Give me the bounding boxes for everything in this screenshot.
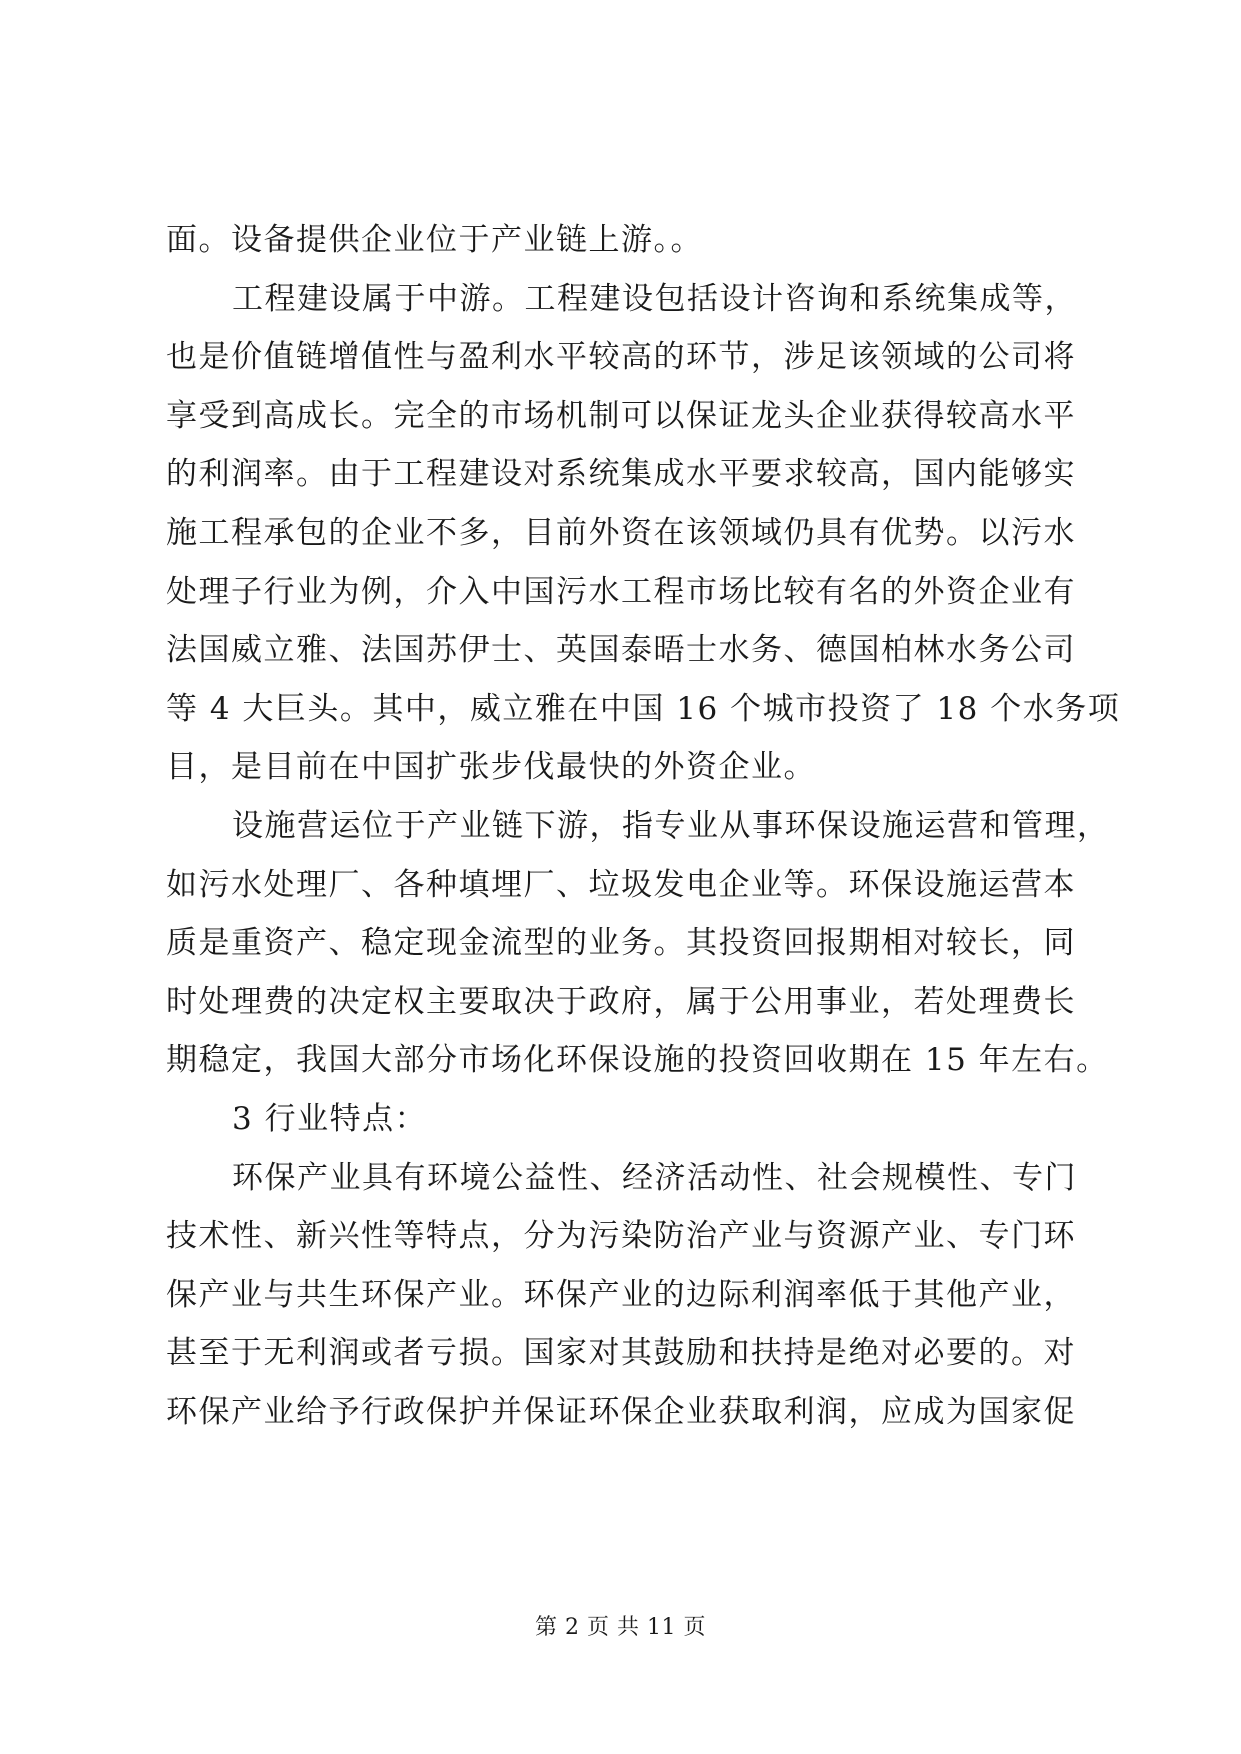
- text-line: 质是重资产、稳定现金流型的业务。其投资回报期相对较长，同: [166, 925, 1076, 962]
- text-line: 等 4 大巨头。其中，威立雅在中国 16 个城市投资了 18 个水务项: [166, 690, 1121, 727]
- section-heading: 3 行业特点：: [232, 1100, 428, 1137]
- text-line: 也是价值链增值性与盈利水平较高的环节，涉足该领域的公司将: [166, 339, 1076, 376]
- text-line: 甚至于无利润或者亏损。国家对其鼓励和扶持是绝对必要的。对: [166, 1335, 1076, 1372]
- text-line: 环保产业给予行政保护并保证环保企业获取利润，应成为国家促: [166, 1393, 1076, 1430]
- text-line: 享受到高成长。完全的市场机制可以保证龙头企业获得较高水平: [166, 397, 1076, 434]
- text-line: 工程建设属于中游。工程建设包括设计咨询和系统集成等，: [232, 280, 1077, 317]
- page-number-footer: 第 2 页 共 11 页: [535, 1615, 706, 1640]
- text-line: 目，是目前在中国扩张步伐最快的外资企业。: [166, 749, 816, 786]
- text-line: 保产业与共生环保产业。环保产业的边际利润率低于其他产业，: [166, 1276, 1076, 1313]
- text-line: 技术性、新兴性等特点，分为污染防治产业与资源产业、专门环: [166, 1218, 1076, 1255]
- text-line: 时处理费的决定权主要取决于政府，属于公用事业，若处理费长: [166, 983, 1076, 1020]
- text-line: 施工程承包的企业不多，目前外资在该领域仍具有优势。以污水: [166, 514, 1076, 551]
- text-line: 期稳定，我国大部分市场化环保设施的投资回收期在 15 年左右。: [166, 1042, 1109, 1079]
- text-line: 环保产业具有环境公益性、经济活动性、社会规模性、专门: [232, 1159, 1077, 1196]
- text-line: 如污水处理厂、各种填埋厂、垃圾发电企业等。环保设施运营本: [166, 866, 1076, 903]
- text-line: 的利润率。由于工程建设对系统集成水平要求较高，国内能够实: [166, 456, 1076, 493]
- text-line: 设施营运位于产业链下游，指专业从事环保设施运营和管理，: [232, 807, 1110, 844]
- document-body: [166, 211, 1121, 1441]
- text-line: 面。设备提供企业位于产业链上游。。: [166, 222, 703, 258]
- text-line: 处理子行业为例，介入中国污水工程市场比较有名的外资企业有: [166, 573, 1076, 610]
- text-line: 法国威立雅、法国苏伊士、英国泰晤士水务、德国柏林水务公司: [166, 632, 1076, 669]
